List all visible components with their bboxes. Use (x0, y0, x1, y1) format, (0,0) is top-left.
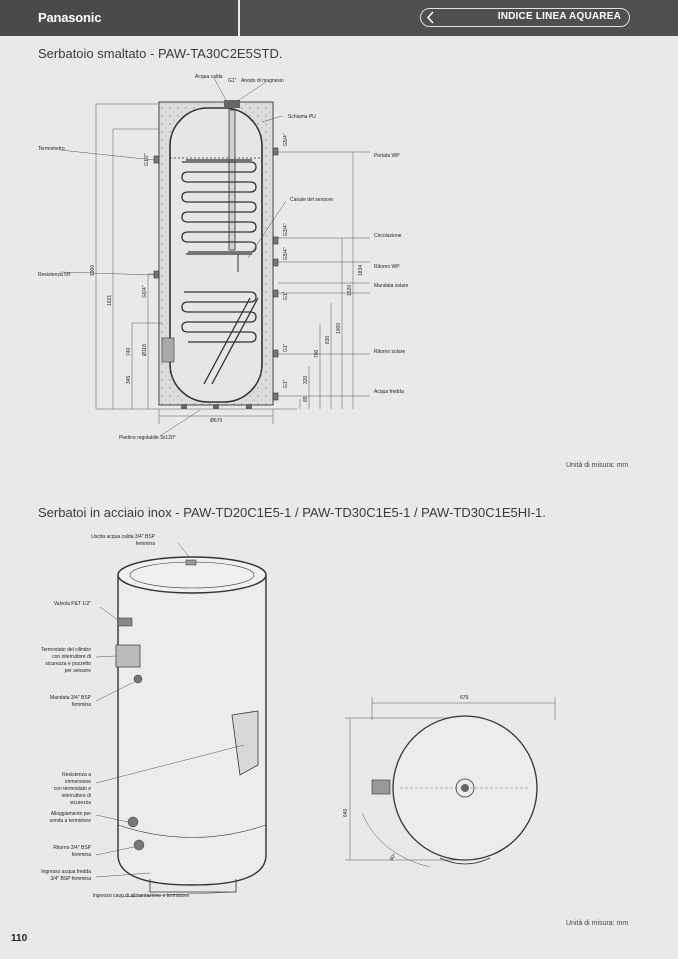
label-anodo: Anodo di magnesio (241, 78, 284, 84)
page-number: 110 (11, 933, 28, 944)
label-acqua-calda: Acqua calda (195, 74, 223, 80)
label-alloggiamento-1: Alloggiamento per (50, 811, 91, 817)
label-cavo: Ingresso cavo di alimentazione e termistore (92, 893, 189, 899)
dim-1000: 1000 (336, 322, 342, 334)
dim-700: 700 (314, 349, 320, 358)
label-mandata-2: femmina (71, 702, 91, 708)
label-portata-wp: Portata WP (374, 153, 400, 159)
dim-g6-4: G6/4" (142, 285, 148, 298)
header-left-panel (0, 0, 238, 36)
dim-830: 830 (325, 335, 331, 344)
dim-g1a: G1" (283, 291, 289, 300)
dim-740: 740 (126, 347, 132, 356)
dim-640: 640 (343, 808, 349, 817)
stainless-tank-diagram (0, 525, 678, 915)
unit-note-1: Unità di misura: mm (566, 462, 629, 469)
label-resistenza-4: interruttore di (61, 793, 91, 799)
label-diametro: Ø670 (210, 418, 223, 424)
dim-g5-4a: G5/4" (283, 133, 289, 146)
label-termostato-1: Termostato del cilindro (40, 647, 91, 653)
section1-title: Serbatoio smaltato - PAW-TA30C2E5STD. (38, 46, 283, 61)
label-valvola: Valvola P&T 1/2" (53, 601, 91, 607)
dim-g1b: G1" (283, 343, 289, 352)
label-alloggiamento-2: sonda a termistore (49, 818, 91, 824)
top-view-drawing (343, 695, 555, 867)
dim-g1c: G1" (283, 379, 289, 388)
dim-679: 679 (460, 695, 469, 701)
label-uscita-1: Uscita acqua calda 3/4" BSP (91, 534, 155, 540)
label-piedino: Piedino regolabile 3x120° (119, 435, 176, 441)
label-ingresso-1: Ingresso acqua fredda (41, 869, 91, 875)
label-ritorno-wp: Ritorno WP (374, 264, 400, 270)
label-ritorno-2: femmina (71, 852, 91, 858)
header-bar (0, 0, 678, 36)
brand-logo: Panasonic (38, 10, 102, 25)
dim-1621: 1621 (107, 294, 113, 306)
dim-g3-4: G3/4" (283, 223, 289, 236)
label-canale: Canale del sensore (290, 197, 334, 203)
dim-g5-4b: G5/4" (283, 247, 289, 260)
label-resistenza-2: immersione (65, 779, 91, 785)
dim-345: 345 (126, 375, 132, 384)
section2-title: Serbatoi in acciaio inox - PAW-TD20C1E5-1 / PAW-TD30C1E5-1 / PAW-TD30C1E5HI-1. (38, 505, 546, 520)
label-acqua-fredda: Acqua fredda (374, 389, 404, 395)
chevron-left-icon (425, 10, 437, 25)
label-termostato-3: sicurezza e pozzetto (45, 661, 91, 667)
dim-1834: 1834 (358, 264, 364, 276)
label-ritorno-solare: Ritorno solare (374, 349, 406, 355)
label-termostato-2: con interruttore di (52, 654, 91, 660)
unit-note-2: Unità di misura: mm (566, 920, 629, 927)
enamel-tank-diagram (0, 66, 678, 506)
dim-85: 85 (303, 396, 309, 402)
dim-1900: 1900 (90, 264, 96, 276)
dim-320: 320 (303, 375, 309, 384)
label-ingresso-2: 3/4" BSP femmina (50, 876, 91, 882)
dim-o118: Ø118 (142, 344, 148, 356)
label-resistenza-3: con termostato e (53, 786, 91, 792)
cylinder-drawing (116, 557, 266, 892)
label-resistenza-1: Resistenza a (62, 772, 91, 778)
label-uscita-2: femmina (135, 541, 155, 547)
index-nav-label: INDICE LINEA AQUAREA (497, 11, 621, 22)
label-schiuma: Schiuma PU (288, 114, 316, 120)
dim-1520: 1520 (347, 284, 353, 296)
label-ritorno-1: Ritorno 3/4" BSP (53, 845, 91, 851)
label-circolazione: Circolazione (374, 233, 402, 239)
label-resistenza: Resistenza 5H (38, 272, 71, 278)
tank-cross-section (154, 100, 278, 409)
label-mandata-solare: Mandata solare (374, 283, 409, 289)
label-g1-top: G1" (228, 78, 237, 84)
label-termostato-4: per sensore (64, 668, 91, 674)
label-resistenza-5: sicurezza (69, 800, 91, 806)
dim-90-deg: 90° (388, 852, 398, 863)
label-mandata-1: Mandata 3/4" BSP (50, 695, 91, 701)
label-termometro: Termometro (38, 146, 65, 152)
dim-g1-2: G1/2" (144, 153, 150, 166)
index-nav-button[interactable] (420, 8, 630, 27)
